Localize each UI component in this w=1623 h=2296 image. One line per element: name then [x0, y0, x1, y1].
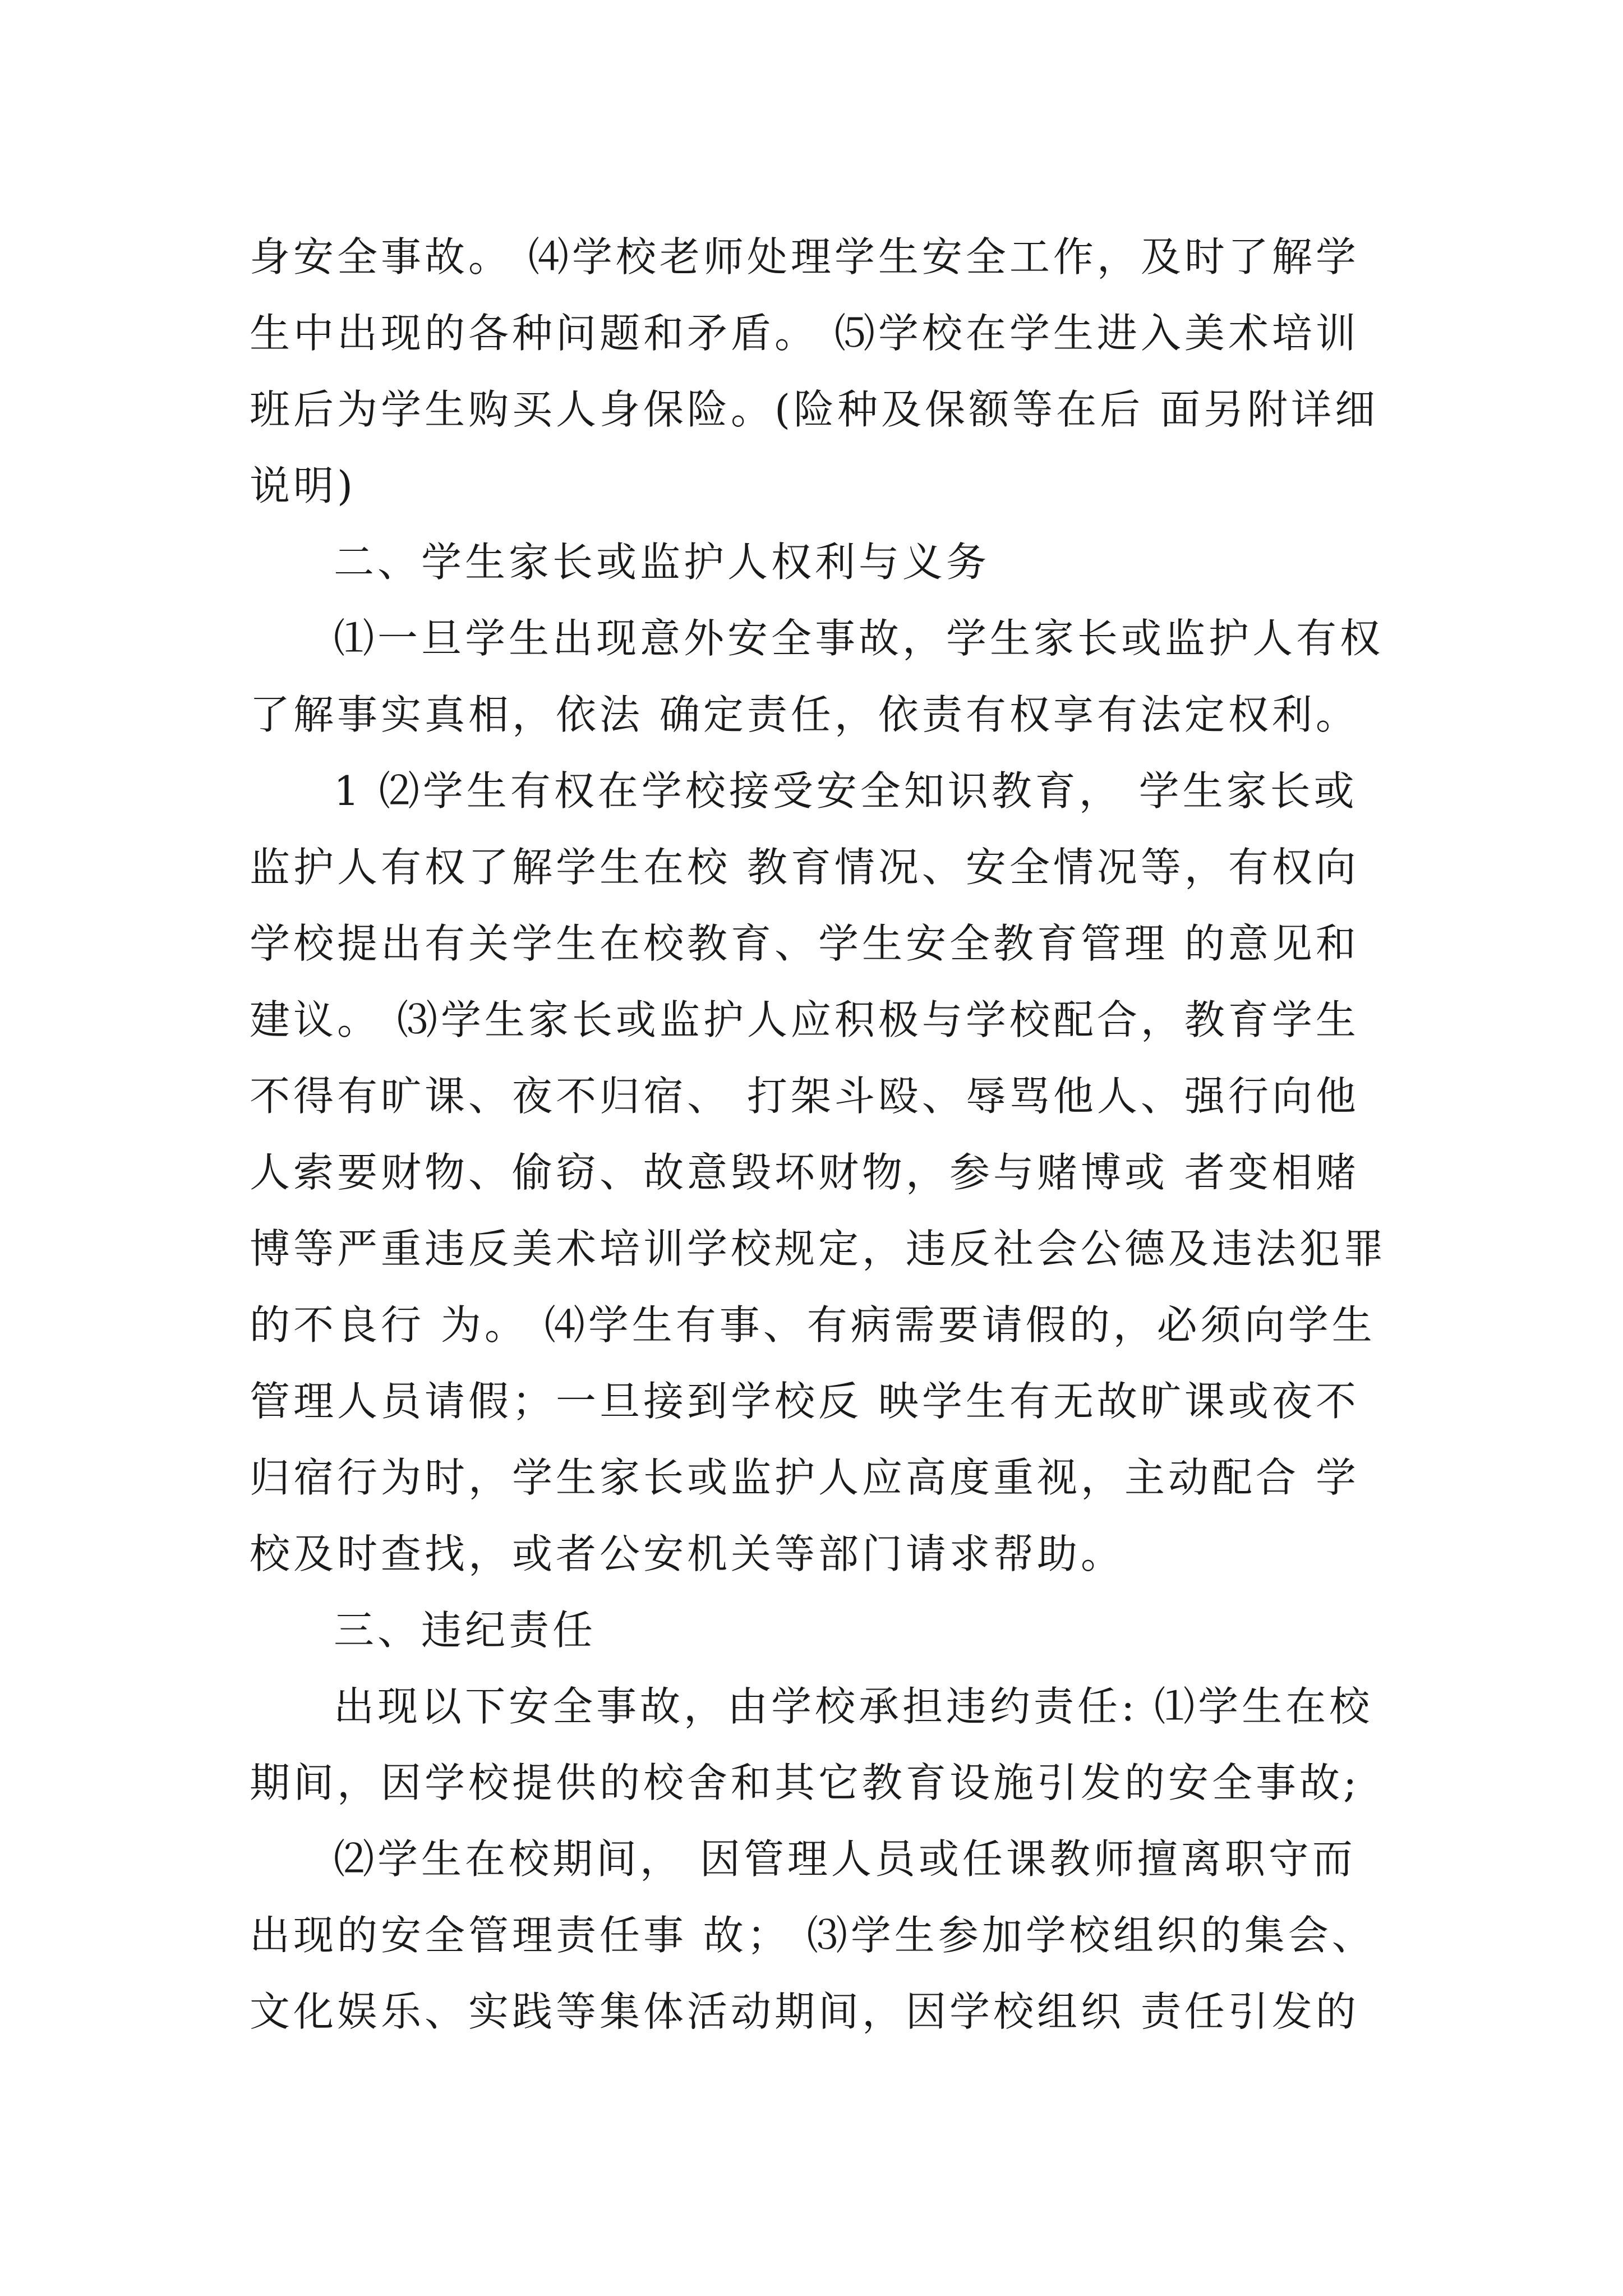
section-heading: 三、违纪责任: [334, 1607, 597, 1654]
text-line: 人索要财物、偷窃、故意毁坏财物，参与赌博或 者变相赌: [250, 1149, 1359, 1196]
section-heading: 二、学生家长或监护人权利与义务: [334, 539, 990, 586]
text-line: ⑴一旦学生出现意外安全事故，学生家长或监护人有权: [334, 615, 1384, 662]
text-line: 博等严重违反美术培训学校规定，违反社会公德及违法犯罪: [250, 1225, 1387, 1272]
text-line: 身安全事故。 ⑷学校老师处理学生安全工作，及时了解学: [250, 233, 1359, 280]
text-line: 了解事实真相，依法 确定责任，依责有权享有法定权利。: [250, 691, 1359, 738]
text-line: 监护人有权了解学生在校 教育情况、安全情况等，有权向: [250, 844, 1359, 891]
text-line: 出现的安全管理责任事 故； ⑶学生参加学校组织的集会、: [250, 1912, 1376, 1959]
text-line: 管理人员请假；一旦接到学校反 映学生有无故旷课或夜不: [250, 1378, 1359, 1425]
text-line: 建议。 ⑶学生家长或监护人应积极与学校配合，教育学生: [250, 996, 1359, 1043]
text-line: 期间，因学校提供的校舍和其它教育设施引发的安全事故;: [250, 1759, 1361, 1806]
text-line: 校及时查找，或者公安机关等部门请求帮助。: [250, 1530, 1125, 1577]
text-line: 不得有旷课、夜不归宿、 打架斗殴、辱骂他人、强行向他: [250, 1073, 1359, 1120]
text-line: 的不良行 为。 ⑷学生有事、有病需要请假的，必须向学生: [250, 1301, 1376, 1349]
text-line: 归宿行为时，学生家长或监护人应高度重视，主动配合 学: [250, 1454, 1359, 1501]
text-line: 1 ⑵学生有权在学校接受安全知识教育， 学生家长或: [334, 767, 1358, 815]
text-line: 生中出现的各种问题和矛盾。 ⑸学校在学生进入美术培训: [250, 310, 1359, 357]
text-line: 说明): [250, 462, 357, 509]
document-body: [250, 219, 1387, 2050]
text-line: 文化娱乐、实践等集体活动期间，因学校组织 责任引发的: [250, 1988, 1359, 2035]
text-line: 出现以下安全事故，由学校承担违约责任: ⑴学生在校: [334, 1683, 1373, 1730]
text-line: 学校提出有关学生在校教育、学生安全教育管理 的意见和: [250, 920, 1359, 967]
text-line: 班后为学生购买人身保险。(险种及保额等在后 面另附详细: [250, 386, 1378, 433]
text-line: ⑵学生在校期间， 因管理人员或任课教师擅离职守而: [334, 1835, 1356, 1883]
